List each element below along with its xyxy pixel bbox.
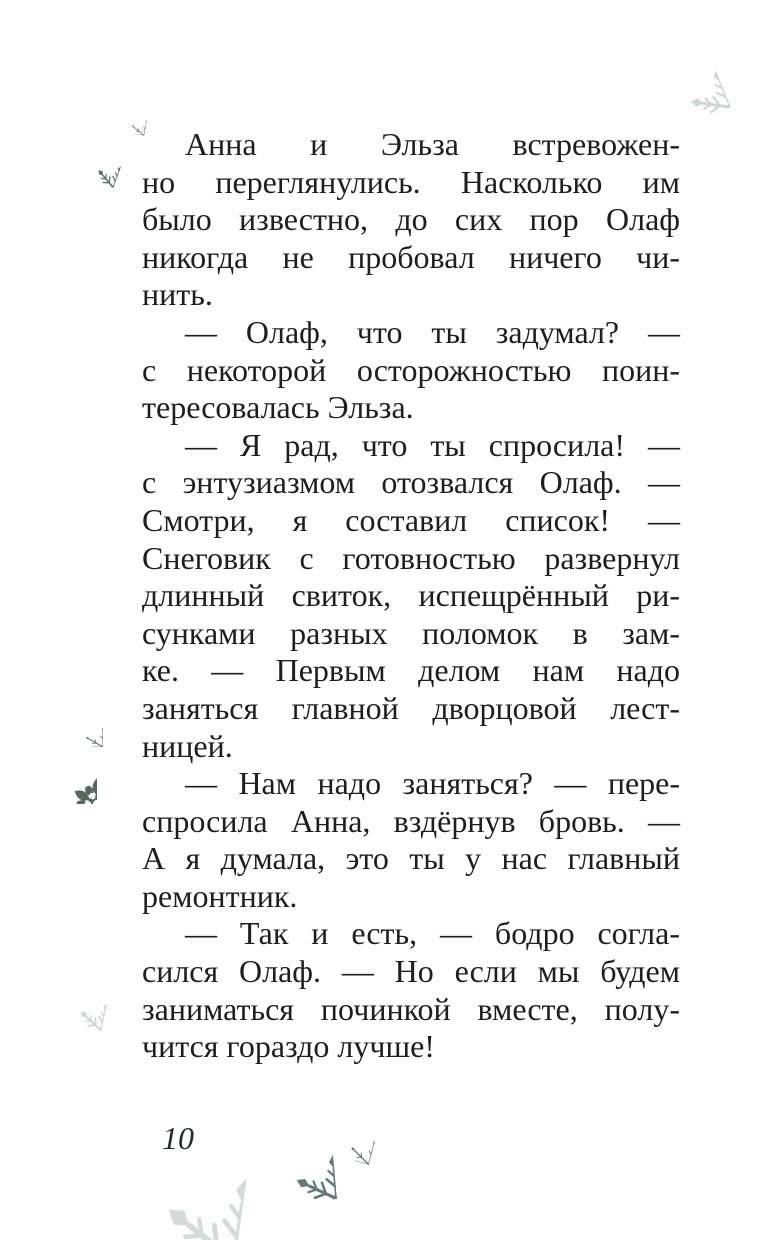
text-line: — Олаф, что ты задумал? — xyxy=(185,313,680,350)
text-line: — Нам надо заняться? — пере- xyxy=(185,765,680,802)
paragraph-3 xyxy=(142,427,680,765)
text-line: Смотри, я составил список! — xyxy=(142,501,680,538)
text-line: заниматься починкой вместе, полу- xyxy=(142,990,680,1027)
text-line: ницей. xyxy=(142,727,233,764)
page-number: 10 xyxy=(162,1120,194,1156)
text-line: было известно, до сих пор Олаф xyxy=(142,201,680,238)
left-middle-starburst-snowflake-icon xyxy=(63,707,103,747)
text-line: тересовалась Эльза. xyxy=(142,389,414,426)
text-line: нить. xyxy=(142,276,213,313)
text-line: никогда не пробовал ничего чи- xyxy=(142,238,680,275)
text-line: с некоторой осторожностью поин- xyxy=(142,351,680,388)
text-line: Анна и Эльза встревожен- xyxy=(185,126,680,162)
text-line: сился Олаф. — Но если мы будем xyxy=(142,953,680,990)
top-right-large-snowflake-icon xyxy=(621,29,730,138)
text-line: чится гораздо лучше! xyxy=(142,1028,435,1065)
bottom-medium-dark-snowflake-icon xyxy=(237,1107,337,1207)
top-left-small-snowflake-icon xyxy=(112,98,149,135)
text-line: ке. — Первым делом нам надо xyxy=(142,652,680,689)
text-line: — Так и есть, — бодро согла- xyxy=(185,915,680,952)
paragraph-2 xyxy=(142,314,680,427)
left-lower-light-snowflake-icon xyxy=(45,962,114,1031)
story-text xyxy=(142,126,680,1066)
paragraph-1 xyxy=(142,126,680,314)
top-left-medium-snowflake-icon xyxy=(68,126,130,188)
paragraph-4 xyxy=(142,765,680,915)
text-line: заняться главной дворцовой лест- xyxy=(142,689,680,726)
text-line: с энтузиазмом отозвался Олаф. — xyxy=(142,464,680,501)
left-middle-flower-snowflake-icon xyxy=(41,748,97,804)
text-line: А я думала, это ты у нас главный xyxy=(142,840,680,877)
text-line: сунками разных поломок в зам- xyxy=(142,614,680,651)
text-line: ремонтник. xyxy=(142,877,298,914)
paragraph-5 xyxy=(142,915,680,1065)
text-line: Снеговик с готовностью развернул xyxy=(142,539,680,576)
text-line: спросила Анна, вздёрнув бровь. — xyxy=(142,802,680,839)
text-line: но переглянулись. Насколько им xyxy=(142,163,680,200)
text-line: — Я рад, что ты спросила! — xyxy=(185,426,680,463)
text-line: длинный свиток, испещрённый ри- xyxy=(142,577,680,614)
